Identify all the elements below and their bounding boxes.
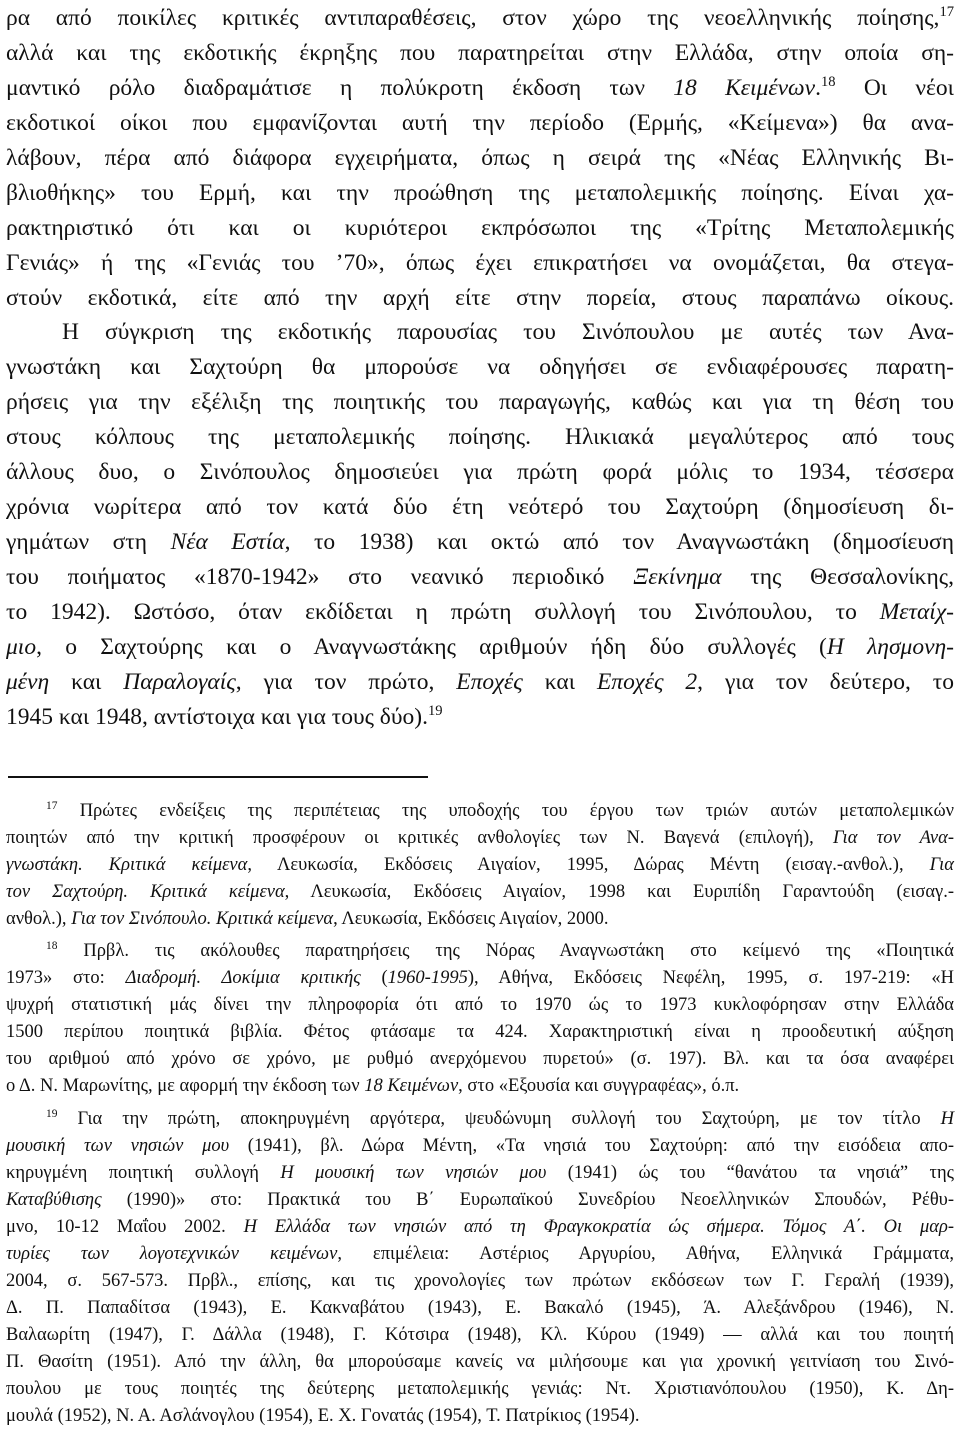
body-line: εκδοτικοί οίκοι που εμφανίζονται αυτή την περίοδο (Ερμής, «Κείμενα») θα ανα- [6, 110, 954, 136]
body-line: λάβουν, πέρα από διάφορα εγχειρήματα, όπως η σειρά της «Νέας Ελληνικής Βι- [6, 145, 954, 171]
footnote-line: γνωστάκη. Κριτικά κείμενα, Λευκωσία, Εκδόσεις Αιγαίον, 1995, Δώρας Μέντη (εισαγ.-ανθολ.), Για [6, 855, 954, 875]
body-line: βλιοθήκης» του Ερμή, και την προώθηση της μεταπολεμικής ποίησης. Είναι χα- [6, 180, 954, 206]
footnote-line: ο Δ. Ν. Μαρωνίτης, με αφορμή την έκδοση των 18 Κειμένων, στο «Εξουσία και συγγραφέας», ό.π. [6, 1076, 740, 1096]
footnote-17: $^{17}$ Πρώτες ενδείξεις της περιπέτειας της υποδοχής του έργου των τριών αυτών μεταπολεμικών [46, 799, 954, 821]
body-line: το 1942). Ωστόσο, όταν εκδίδεται η πρώτη συλλογή του Σινόπουλου, το Μεταίχ- [6, 599, 954, 625]
body-line: ρήσεις για την εξέλιξη της ποιητικής του παραγωγής, καθώς και για τη θέση του [6, 389, 954, 415]
footnote-line: τον Σαχτούρη. Κριτικά κείμενα, Λευκωσία, Εκδόσεις Αιγαίον, 1998 και Ευριπίδη Γαραντούδη (εισαγ.- [6, 882, 954, 902]
footnote-line: μνο, 10-12 Μαΐου 2002. Η Ελλάδα των νησιών από τη Φραγκοκρατία ώς σήμερα. Τόμος Α΄. Οι μαρ- [6, 1217, 954, 1237]
footnote-line: ανθολ.), Για τον Σινόπουλο. Κριτικά κείμενα, Λευκωσία, Εκδόσεις Αιγαίον, 2000. [6, 909, 609, 929]
body-line: αλλά και της εκδοτικής έκρηξης που παρατηρείται στην Ελλάδα, στην οποία ση- [6, 40, 954, 66]
body-line: 1945 και 1948, αντίστοιχα και για τους δύο).$^{19}$ [6, 703, 443, 730]
body-line: ρακτηριστικό ότι και οι κυριότεροι εκπρόσωποι της «Τρίτης Μεταπολεμικής [6, 215, 954, 241]
footnote-line: Καταβύθισης (1990)» στο: Πρακτικά του Β΄ Ευρωπαϊκού Συνεδρίου Νεοελληνικών Σπουδών, Ρέθυ- [6, 1190, 954, 1210]
footnote-line: πουλου με τους ποιητές της δεύτερης μεταπολεμικής γενιάς: Ντ. Χριστιανόπουλου (1950), Κ. Δη- [6, 1379, 954, 1399]
body-line: μιο, ο Σαχτούρης και ο Αναγνωστάκης αριθμούν ήδη δύο συλλογές (Η λησμονη- [6, 634, 954, 660]
body-line: ρα από ποικίλες κριτικές αντιπαραθέσεις, στον χώρο της νεοελληνικής ποίησης,$^{17}$ [6, 4, 954, 31]
body-line: γνωστάκη και Σαχτούρη θα μπορούσε να οδηγήσει σε ενδιαφέρουσες παρατη- [6, 354, 954, 380]
body-line: χρόνια νωρίτερα από τον κατά δύο έτη νεότερό του Σαχτούρη (δημοσίευση δι- [6, 494, 954, 520]
footnote-separator [8, 776, 428, 778]
footnote-18: $^{18}$ Πρβλ. τις ακόλουθες παρατηρήσεις της Νόρας Αναγνωστάκη στο κείμενό της «Ποιητικά [46, 939, 954, 961]
body-line: του ποιήματος «1870-1942» στο νεανικό περιοδικό Ξεκίνημα της Θεσσαλονίκης, [6, 564, 954, 590]
body-line: άλλους δυο, ο Σινόπουλος δημοσιεύει για πρώτη φορά μόλις το 1934, τέσσερα [6, 459, 954, 485]
footnote-line: μουσική των νησιών μου (1941), βλ. Δώρα Μέντη, «Τα νησιά του Σαχτούρη: από την εισόδεια απο- [6, 1136, 954, 1156]
body-line: μαντικό ρόλο διαδραμάτισε η πολύκροτη έκδοση των 18 Κειμένων.$^{18}$ Οι νέοι [6, 74, 954, 101]
footnote-line: 1973» στο: Διαδρομή. Δοκίμια κριτικής (1960-1995), Αθήνα, Εκδόσεις Νεφέλη, 1995, σ. 197-219: «Η [6, 968, 954, 988]
footnote-line: ψυχρή στατιστική μάς δίνει την πληροφορία ότι από το 1970 ώς το 1973 κυκλοφόρησαν στην Ελλάδα [6, 995, 954, 1015]
footnote-line: του αριθμού από χρόνο σε χρόνο, με ρυθμό ανερχόμενου πυρετού» (σ. 197). Βλ. και τα όσα αναφέρει [6, 1049, 954, 1069]
footnote-line: Βαλαωρίτη (1947), Γ. Δάλλα (1948), Γ. Κότσιρα (1948), Κλ. Κύρου (1949) — αλλά και του ποιητή [6, 1325, 954, 1345]
body-line: γημάτων στη Νέα Εστία, το 1938) και οκτώ από τον Αναγνωστάκη (δημοσίευση [6, 529, 954, 555]
body-line: στούν εκδοτικά, είτε από την αρχή είτε στην πορεία, στους παραπάνω οίκους. [6, 285, 954, 311]
footnote-line: 2004, σ. 567-573. Πρβλ., επίσης, και τις χρονολογίες των πρώτων εκδόσεων των Γ. Γεραλή (1939), [6, 1271, 954, 1291]
footnote-line: τυρίες των λογοτεχνικών κειμένων, επιμέλεια: Αστέριος Αργυρίου, Αθήνα, Ελληνικά Γράμματα, [6, 1244, 954, 1264]
footnote-19: $^{19}$ Για την πρώτη, αποκηρυγμένη αργότερα, ψευδώνυμη συλλογή του Σαχτούρη, με τον τίτλο Η [46, 1107, 954, 1129]
footnote-line: 1500 περίπου ποιητικά βιβλία. Φέτος φτάσαμε τα 424. Χαρακτηριστική είναι η προοδευτική αύξηση [6, 1022, 954, 1042]
body-line: μένη και Παραλογαίς, για τον πρώτο, Εποχές και Εποχές 2, για τον δεύτερο, το [6, 669, 954, 695]
footnote-line: ποιητών από την κριτική προσφέρουν οι κριτικές ανθολογίες των Ν. Βαγενά (επιλογή), Για τον Ανα- [6, 828, 954, 848]
body-line: στους κόλπους της μεταπολεμικής ποίησης. Ηλικιακά μεγαλύτερος από τους [6, 424, 954, 450]
footnote-line: μουλά (1952), Ν. Α. Ασλάνογλου (1954), Ε. Χ. Γονατάς (1954), Τ. Πατρίκιος (1954). [6, 1406, 640, 1426]
body-line: Γενιάς» ή της «Γενιάς του ’70», όπως έχει επικρατήσει να ονομάζεται, θα στεγα- [6, 250, 954, 276]
body-line: Η σύγκριση της εκδοτικής παρουσίας του Σινόπουλου με αυτές των Ανα- [62, 319, 954, 345]
footnote-line: κηρυγμένη ποιητική συλλογή Η μουσική των νησιών μου (1941) ώς του “θανάτου τα νησιά” της [6, 1163, 954, 1183]
footnote-line: Π. Θασίτη (1951). Από την άλλη, θα μπορούσαμε κανείς να μιλήσουμε και για χρονική γειτνίαση του Σινό- [6, 1352, 954, 1372]
footnote-line: Δ. Π. Παπαδίτσα (1943), Ε. Κακναβάτου (1943), Ε. Βακαλό (1945), Ά. Αλεξάνδρου (1946), Ν. [6, 1298, 954, 1318]
